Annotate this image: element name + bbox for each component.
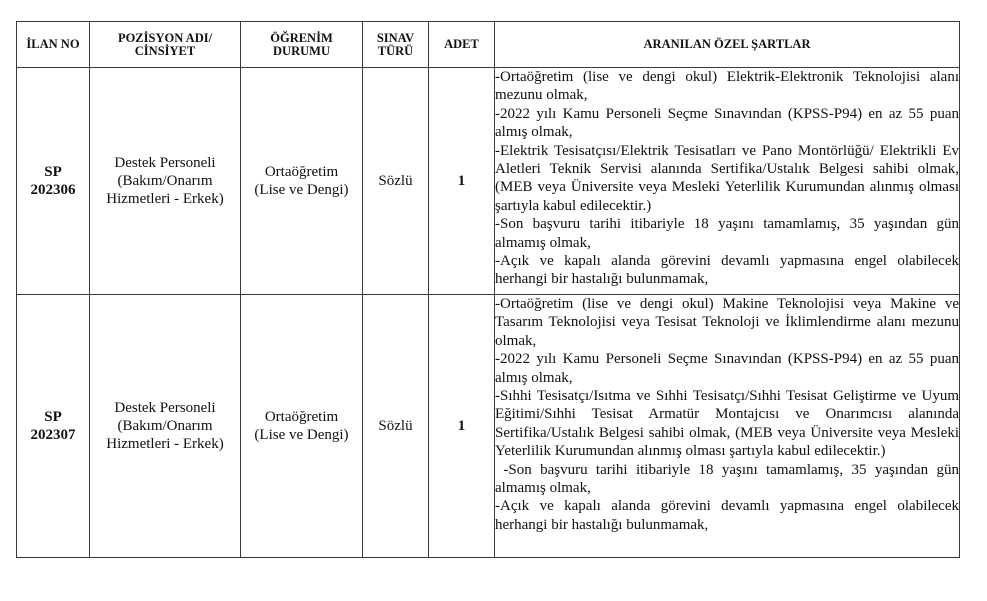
table-header-row — [17, 22, 960, 68]
cell-sinav-turu — [363, 68, 429, 295]
header-sartlar-text: ARANILAN ÖZEL ŞARTLAR — [643, 37, 811, 51]
pozisyon-line: Destek Personeli — [114, 400, 216, 416]
pozisyon-line: Hizmetleri - Erkek) — [106, 436, 224, 452]
table-row — [17, 295, 960, 558]
adet-text: 1 — [457, 418, 466, 434]
requirement-item: -Son başvuru tarihi itibariyle 18 yaşını tamamlamış, 35 yaşından gün almamış olmak, — [495, 461, 963, 497]
pozisyon-line: (Bakım/Onarım — [117, 173, 213, 189]
header-sinav-line2: TÜRÜ — [377, 43, 414, 58]
requirement-item: -Sıhhi Tesisatçı/Isıtma ve Sıhhi Tesisatçı/Sıhhi Tesisat Geliştirme ve Uyum Eğitimi/Sıhhi Tesisat Armatür Montajcısı ve Onarımcısı alanında Sertifika/Ustalık Belgesi sahibi olmak, (MEB veya Üniversite veya Mesleki Yeterlilik Kurumundan alınmış olması şartıyla kabul edilecektir.) — [495, 388, 959, 460]
cell-pozisyon — [90, 68, 241, 295]
cell-ogrenim — [241, 68, 363, 295]
header-adet — [429, 22, 495, 68]
requirement-item: -Son başvuru tarihi itibariyle 18 yaşını tamamlamış, 35 yaşından gün almamış olmak, — [495, 216, 959, 251]
header-ilan-no — [17, 22, 90, 68]
cell-ilan-no — [17, 68, 90, 295]
requirement-item: -Açık ve kapalı alanda görevini devamlı yapmasına engel olabilecek herhangi bir hastalığı bulunmamak, — [495, 498, 959, 533]
ilan-no-number: 202306 — [30, 182, 76, 198]
cell-requirements — [495, 295, 963, 558]
header-adet-text: ADET — [444, 37, 479, 51]
header-sinav-turu — [363, 22, 429, 68]
header-ogrenim-line1: ÖĞRENİM — [270, 30, 333, 45]
ilan-no-prefix: SP — [44, 409, 62, 425]
header-sinav-line1: SINAV — [376, 30, 415, 45]
ogrenim-line: Ortaöğretim — [264, 164, 339, 180]
header-sartlar — [495, 22, 960, 68]
job-listing-table — [16, 21, 963, 558]
requirement-item: -Elektrik Tesisatçısı/Elektrik Tesisatları ve Pano Montörlüğü/ Elektrikli Ev Aletleri Teknik Servisi alanında Sertifika/Ustalık Belgesi sahibi olmak, (MEB veya Üniversite veya Mesleki Yeterlilik Kurumundan alınmış olması şartıyla kabul edilecektir.) — [495, 142, 959, 214]
pozisyon-line: Destek Personeli — [114, 155, 216, 171]
adet-text: 1 — [457, 173, 466, 189]
cell-adet — [429, 295, 495, 558]
requirement-item: -Açık ve kapalı alanda görevini devamlı yapmasına engel olabilecek herhangi bir hastalığı bulunmamak, — [495, 253, 959, 288]
sinav-turu-text: Sözlü — [378, 418, 413, 434]
cell-adet — [429, 68, 495, 295]
sinav-turu-text: Sözlü — [378, 173, 413, 189]
cell-pozisyon — [90, 295, 241, 558]
header-pozisyon-line1: POZİSYON ADI/ — [117, 30, 213, 45]
requirement-item: -2022 yılı Kamu Personeli Seçme Sınavından (KPSS-P94) en az 55 puan almış olmak, — [495, 105, 959, 141]
header-ogrenim — [241, 22, 363, 68]
pozisyon-line: (Bakım/Onarım — [117, 418, 213, 434]
ogrenim-line: (Lise ve Dengi) — [254, 427, 349, 443]
pozisyon-line: Hizmetleri - Erkek) — [106, 191, 224, 207]
cell-ogrenim — [241, 295, 363, 558]
requirement-item: -Ortaöğretim (lise ve dengi okul) Elektrik-Elektronik Teknolojisi alanı mezunu olmak, — [495, 69, 959, 104]
ilan-no-number: 202307 — [30, 427, 76, 443]
header-ogrenim-line2: DURUMU — [273, 43, 330, 58]
table-row — [17, 68, 960, 295]
ogrenim-line: (Lise ve Dengi) — [254, 182, 349, 198]
cell-sinav-turu — [363, 295, 429, 558]
header-ilan-no-text: İLAN NO — [26, 37, 80, 51]
cell-ilan-no — [17, 295, 90, 558]
requirement-item: -Ortaöğretim (lise ve dengi okul) Makine Teknolojisi veya Makine ve Tasarım Teknolojisi veya Tesisat Teknoloji ve İklimlendirme alanı mezunu olmak, — [495, 296, 959, 349]
header-pozisyon — [90, 22, 241, 68]
ogrenim-line: Ortaöğretim — [264, 409, 339, 425]
ilan-no-prefix: SP — [44, 164, 62, 180]
header-pozisyon-line2: CİNSİYET — [134, 43, 196, 58]
cell-requirements — [495, 68, 960, 295]
requirement-item: -2022 yılı Kamu Personeli Seçme Sınavından (KPSS-P94) en az 55 puan almış olmak, — [495, 351, 959, 386]
